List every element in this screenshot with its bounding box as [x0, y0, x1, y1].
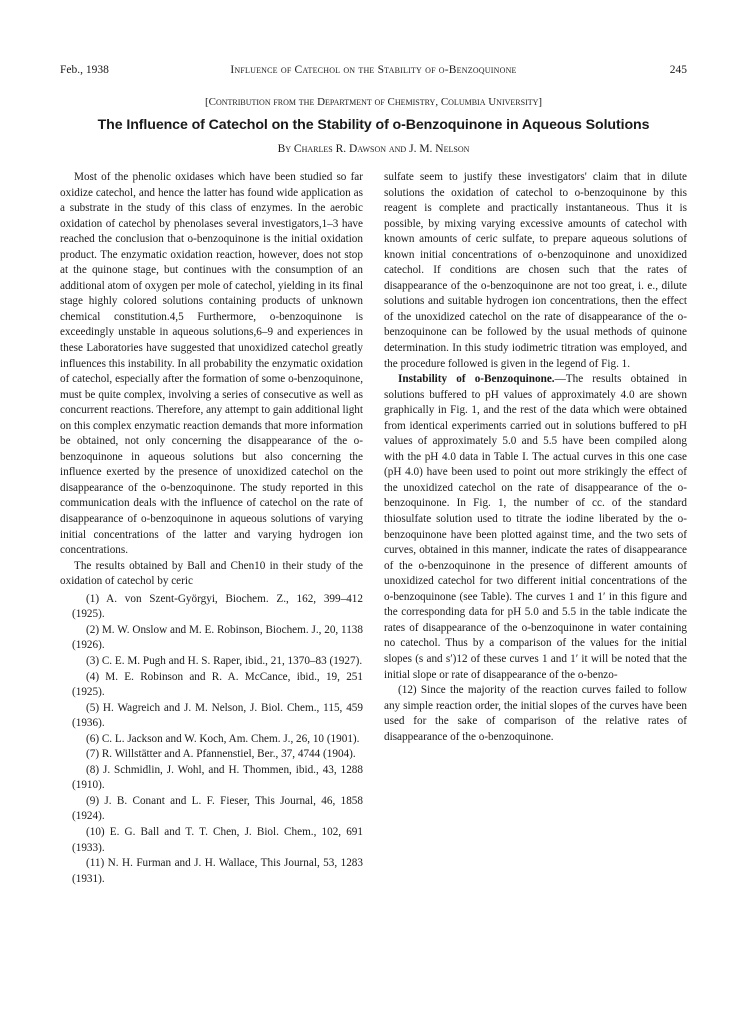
article-title: The Influence of Catechol on the Stability of o-Benzoquinone in Aqueous Solutions [97, 117, 650, 133]
section-paragraph [384, 372, 687, 683]
reference-item: (4) M. E. Robinson and R. A. McCance, ibid., 19, 251 (1925). [72, 670, 363, 699]
contribution-line: [Contribution from the Department of Chemistry, Columbia University] [204, 96, 543, 108]
running-title: Influence of Catechol on the Stability of o-Benzoquinone [230, 64, 517, 76]
article-authors: By Charles R. Dawson and J. M. Nelson [277, 143, 470, 155]
reference-item: (10) E. G. Ball and T. T. Chen, J. Biol. Chem., 102, 691 (1933). [72, 825, 363, 854]
reference-item: (9) J. B. Conant and L. F. Fieser, This Journal, 46, 1858 (1924). [72, 794, 363, 823]
reference-item: (8) J. Schmidlin, J. Wohl, and H. Thommen, ibid., 43, 1288 (1910). [72, 763, 363, 792]
page-number: 245 [669, 64, 687, 76]
footnote: (12) Since the majority of the reaction curves failed to follow any simple reaction order, the initial slopes of the curves have been used for the sake of comparison of the relative rates of disappearance of the o-benzoquinone. [384, 684, 687, 743]
reference-item: (1) A. von Szent-Györgyi, Biochem. Z., 162, 399–412 (1925). [72, 592, 363, 621]
reference-list [60, 592, 363, 887]
reference-item: (2) M. W. Onslow and M. E. Robinson, Biochem. J., 20, 1138 (1926). [72, 623, 363, 652]
right-column [384, 170, 687, 745]
body-paragraph: sulfate seem to justify these investigators' claim that in dilute solutions the oxidation of catechol to o-benzoquinone by this reagent is complete and practically instantaneous. Thus it is possible, by mixing varying excessive amounts of catechol with known amounts of ceric sulfate, to prepare aqueous solutions of known initial concentrations of o-benzoquinone and unoxidized catechol. If conditions are chosen such that the rates of disappearance of the o-benzoquinone are not too great, i. e., dilute solutions and suitable hydrogen ion concentrations, then the effect of the unoxidized catechol on the rate of disappearance of the o-benzoquinone can be followed by the usual methods of quinone determination. In this study iodimetric titration was employed, and the procedure followed is given in the legend of Fig. 1. [384, 171, 687, 370]
section-body: —The results obtained in solutions buffered to pH values of approximately 4.0 are shown graphically in Fig. 1, and the rest of the data which were obtained from identical experiments carried out in solutions buffered to pH values of approximately 5.0 and 5.5 have been compiled along with the pH 4.0 data in Table I. The actual curves in this one case (pH 4.0) have been used to point out more strikingly the effect of the unoxidized catechol on the rate of disappearance of the o-benzoquinone. In Fig. 1, the number of cc. of the standard thiosulfate solution used to titrate the iodine liberated by the o-benzoquinone have been plotted against time, and the two sets of curves, obtained in this manner, indicate the rates of disappearance of the o-benzoquinone in the presence of different amounts of unoxidized catechol for two different initial concentrations of the o-benzoquinone (see Table). The curves 1 and 1′ in this figure and the corresponding data for pH 5.0 and 5.5 in the table indicate the rates of disappearance of the o-benzoquinone in water containing no catechol. Thus by a comparison of the values for the initial slopes (s and s′)12 of these curves 1 and 1′ it will be noted that the initial slope or rate of disappearance of the o-benzo- [384, 373, 687, 681]
issue-date: Feb., 1938 [60, 64, 109, 76]
reference-item: (5) H. Wagreich and J. M. Nelson, J. Biol. Chem., 115, 459 (1936). [72, 701, 363, 730]
body-paragraph: Most of the phenolic oxidases which have been studied so far oxidize catechol, and hence the latter has found wide application as a substrate in the study of this class of enzymes. In the aerobic oxidation of catechol by phenolases several investigators,1–3 have reached the conclusion that o-benzoquinone is the initial oxidation product. The enzymatic oxidation reaction, however, does not stop at the quinone stage, but continues with the consumption of an additional atom of oxygen per mole of catechol, yielding in its final stage highly colored solutions containing products of unknown chemical constitution.4,5 Furthermore, o-benzoquinone is exceedingly unstable in aqueous solutions,6–9 and experiences in these Laboratories have suggested that unoxidized catechol greatly influences this instability. In all probability the enzymatic oxidation of catechol, especially after the formation of some o-benzoquinone, must be quite complex, involving a series of consecutive as well as concurrent reactions. Therefore, any attempt to gain additional light on this complex enzymatic reaction demands that more information be obtained, not only concerning the disappearance of the o-benzoquinone in aqueous solutions but also concerning the influence exerted by the presence of unoxidized catechol on the disappearance of the o-benzoquinone. The study reported in this communication deals with the influence of catechol on the rate of disappearance of o-benzoquinone in aqueous solutions of varying initial concentrations of the latter and varying hydrogen ion concentrations. [60, 171, 363, 557]
reference-item: (11) N. H. Furman and J. H. Wallace, This Journal, 53, 1283 (1931). [72, 857, 363, 885]
running-head [60, 64, 687, 80]
reference-item: (7) R. Willstätter and A. Pfannenstiel, Ber., 37, 4744 (1904). [86, 748, 356, 761]
reference-item: (3) C. E. M. Pugh and H. S. Raper, ibid., 21, 1370–83 (1927). [86, 654, 363, 667]
body-paragraph: The results obtained by Ball and Chen10 in their study of the oxidation of catechol by ceric [60, 559, 363, 588]
reference-item: (6) C. L. Jackson and W. Koch, Am. Chem. J., 26, 10 (1901). [86, 732, 360, 745]
section-heading: Instability of o-Benzoquinone. [398, 373, 555, 386]
left-column [60, 170, 363, 887]
